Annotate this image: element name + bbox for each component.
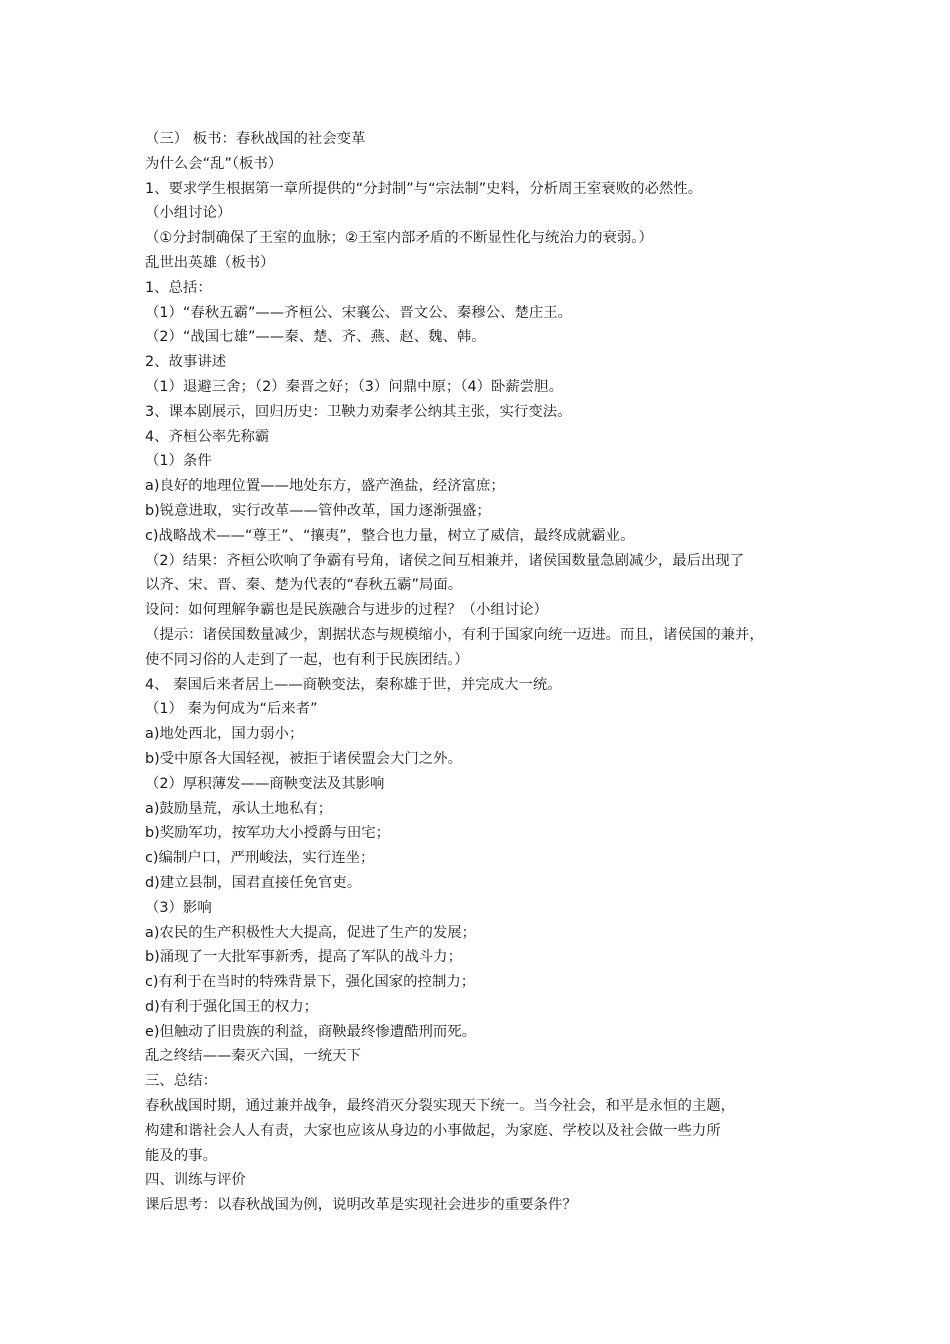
section-heading-summary: 三、总结： <box>145 1073 217 1090</box>
subheading-why-chaos: 为什么会“乱”（板书） <box>145 155 283 172</box>
list-item: a)农民的生产积极性大大提高，促进了生产的发展； <box>145 924 477 941</box>
list-item: b)奖励军功，按军功大小授爵与田宅； <box>145 825 391 842</box>
text-line: （2）厚积薄发——商鞅变法及其影响 <box>145 775 385 792</box>
text-line: （1）退避三舍；（2）秦晋之好；（3）问鼎中原；（4）卧薪尝胆。 <box>145 378 563 395</box>
text-line: 以齐、宋、晋、秦、楚为代表的“春秋五霸”局面。 <box>145 577 463 594</box>
text-line: （1）“春秋五霸”——齐桓公、宋襄公、晋文公、秦穆公、楚庄王。 <box>145 304 573 321</box>
text-line: 1、总括： <box>145 279 212 296</box>
list-item: a)鼓励垦荒，承认土地私有； <box>145 800 333 817</box>
list-item: e)但触动了旧贵族的利益，商鞅最终惨遭酷刑而死。 <box>145 1023 477 1040</box>
list-item: b)受中原各大国轻视，被拒于诸侯盟会大门之外。 <box>145 750 462 767</box>
list-item: a)地处西北，国力弱小； <box>145 726 304 743</box>
text-line: 1、要求学生根据第一章所提供的“分封制”与“宗法制”史料，分析周王室衰败的必然性。 <box>145 180 703 197</box>
text-line: （1）条件 <box>145 453 212 470</box>
subheading-end-of-chaos: 乱之终结——秦灭六国，一统天下 <box>145 1048 361 1065</box>
text-line: （1） 秦为何成为“后来者” <box>145 701 318 718</box>
list-item: b)锐意进取，实行改革——管仲改革，国力逐渐强盛； <box>145 502 491 519</box>
subheading-heroes: 乱世出英雄（板书） <box>145 254 275 271</box>
list-item: d)有利于强化国王的权力； <box>145 998 319 1015</box>
text-line: （3）影响 <box>145 899 212 916</box>
text-line: 能及的事。 <box>145 1147 217 1164</box>
text-line: 设问：如何理解争霸也是民族融合与进步的过程？（小组讨论） <box>145 602 548 619</box>
text-line: 4、 秦国后来者居上——商鞅变法，秦称雄于世，并完成大一统。 <box>145 676 562 693</box>
list-item: d)建立县制，国君直接任免官吏。 <box>145 874 362 891</box>
text-line: 课后思考：以春秋战国为例，说明改革是实现社会进步的重要条件？ <box>145 1197 577 1214</box>
text-line: （提示：诸侯国数量减少，割据状态与规模缩小，有利于国家向统一迈进。而且，诸侯国的兼并， <box>145 626 764 643</box>
text-line: （①分封制确保了王室的血脉；②王室内部矛盾的不断显性化与统治力的衰弱。） <box>145 230 653 247</box>
list-item: c)编制户口，严刑峻法，实行连坐； <box>145 850 375 867</box>
text-line: 2、故事讲述 <box>145 354 227 371</box>
document-body <box>145 127 825 1218</box>
list-item: b)涌现了一大批军事新秀，提高了军队的战斗力； <box>145 949 462 966</box>
list-item: c)战略战术——“尊王”、“攘夷”，整合也力量，树立了威信，最终成就霸业。 <box>145 527 635 544</box>
text-line: 使不同习俗的人走到了一起，也有利于民族团结。） <box>145 651 469 668</box>
list-item: c)有利于在当时的特殊背景下，强化国家的控制力； <box>145 974 476 991</box>
text-line: 4、齐桓公率先称霸 <box>145 428 270 445</box>
text-line: （2）结果：齐桓公吹响了争霸有号角，诸侯之间互相兼并，诸侯国数量急剧减少，最后出现了 <box>145 552 745 569</box>
list-item: a)良好的地理位置——地处东方，盛产渔盐，经济富庶； <box>145 478 505 495</box>
section-heading: （三） 板书：春秋战国的社会变革 <box>145 131 366 147</box>
text-line: （2）“战国七雄”——秦、楚、齐、燕、赵、魏、韩。 <box>145 329 486 346</box>
section-heading-practice: 四、训练与评价 <box>145 1172 246 1189</box>
text-line: 春秋战国时期，通过兼并战争，最终消灭分裂实现天下统一。当今社会，和平是永恒的主题， <box>145 1098 736 1115</box>
text-line: （小组讨论） <box>145 205 232 222</box>
text-line: 构建和谐社会人人有责，大家也应该从身边的小事做起，为家庭、学校以及社会做一些力所 <box>145 1122 721 1139</box>
text-line: 3、课本剧展示，回归历史：卫鞅力劝秦孝公纳其主张，实行变法。 <box>145 403 572 420</box>
